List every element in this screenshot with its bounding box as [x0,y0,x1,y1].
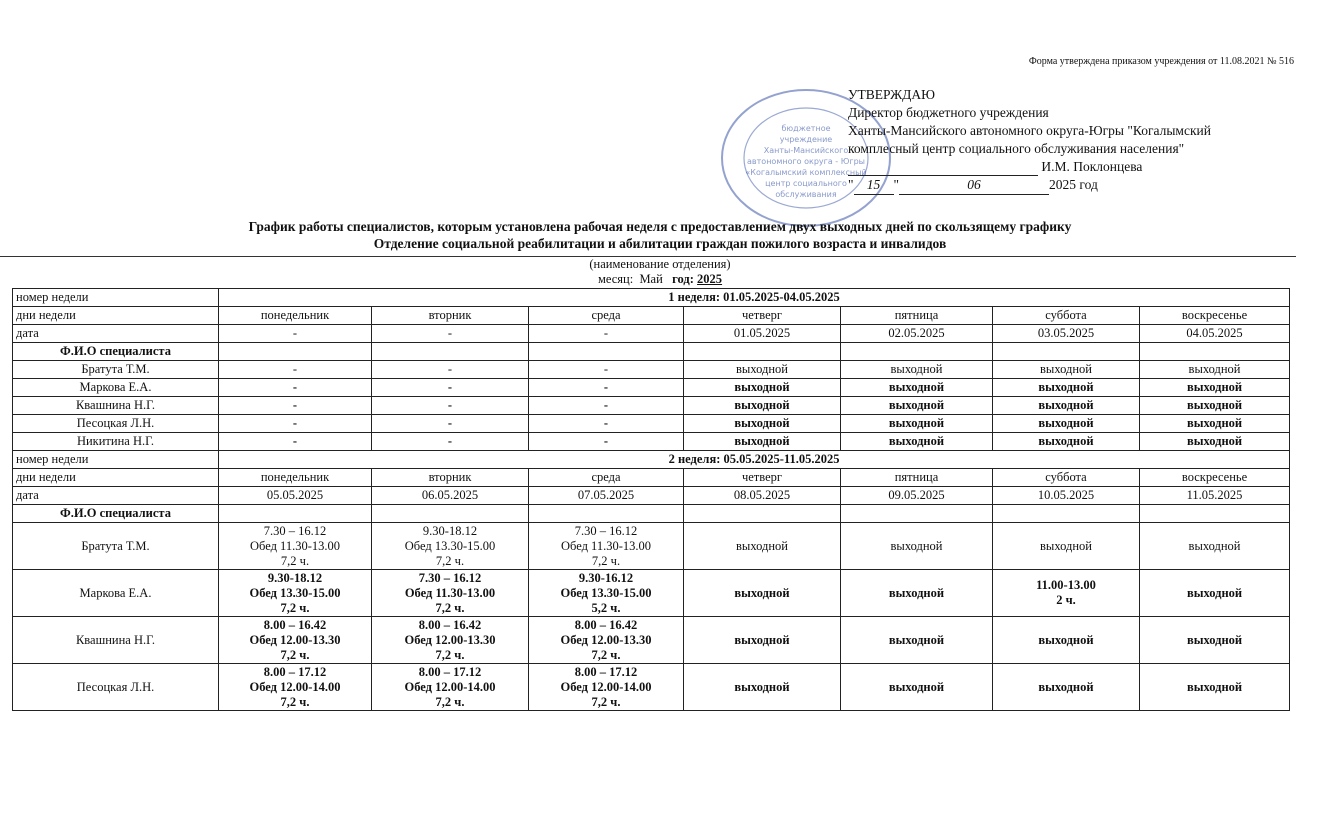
schedule-line: Обед 12.00-13.30 [560,632,652,647]
fio-label: Ф.И.О специалиста [13,505,219,523]
schedule-cell: выходной [684,379,841,397]
schedule-cell [219,664,372,711]
employee-row [13,415,1290,433]
schedule-cell: - [219,379,372,397]
date-cell: 05.05.2025 [219,487,372,505]
schedule-line: 8.00 – 17.12 [418,664,482,679]
schedule-line: 7,2 ч. [591,553,621,568]
schedule-cell [219,523,372,570]
employee-row [13,664,1290,711]
svg-text:центр социального: центр социального [765,179,847,188]
week-number-label: номер недели [13,451,219,469]
schedule-line: выходной [1186,585,1243,600]
schedule-cell [684,570,841,617]
schedule-line: выходной [1186,632,1243,647]
weekday-header: четверг [684,469,841,487]
dates-row [13,325,1290,343]
empty-cell [219,505,372,523]
employee-row [13,361,1290,379]
approval-line-1: Директор бюджетного учреждения [848,105,1049,120]
schedule-cell: выходной [993,433,1140,451]
schedule-cell: - [529,433,684,451]
signature-line [848,161,1038,176]
empty-cell [993,343,1140,361]
date-cell: 08.05.2025 [684,487,841,505]
schedule-line: 9.30-18.12 [267,570,323,585]
schedule-line: Обед 11.30-13.00 [404,585,496,600]
empty-cell [219,343,372,361]
schedule-table [12,288,1290,711]
empty-cell [1140,343,1290,361]
weekday-header: суббота [993,469,1140,487]
schedule-cell [841,664,993,711]
schedule-line: 7,2 ч. [435,647,465,662]
date-cell: 02.05.2025 [841,325,993,343]
empty-cell [372,505,529,523]
schedule-line: 7,2 ч. [435,600,465,615]
schedule-cell [993,617,1140,664]
schedule-cell [1140,523,1290,570]
schedule-cell: выходной [993,415,1140,433]
date-cell: 06.05.2025 [372,487,529,505]
schedule-line: выходной [1186,679,1243,694]
schedule-cell: - [529,397,684,415]
schedule-cell: выходной [684,415,841,433]
schedule-cell: выходной [841,361,993,379]
schedule-cell: - [529,361,684,379]
empty-cell [841,505,993,523]
schedule-cell: выходной [684,361,841,379]
weekday-header: воскресенье [1140,469,1290,487]
week-title: 2 неделя: 05.05.2025-11.05.2025 [219,451,1290,469]
week-number-row [13,451,1290,469]
empty-cell [529,505,684,523]
schedule-line: 7,2 ч. [591,694,621,709]
employee-name: Братута Т.М. [13,361,219,379]
schedule-cell: - [372,379,529,397]
empty-cell [529,343,684,361]
schedule-cell: выходной [841,415,993,433]
fio-label: Ф.И.О специалиста [13,343,219,361]
employee-row [13,433,1290,451]
schedule-line: выходной [1040,538,1092,553]
date-cell: 07.05.2025 [529,487,684,505]
schedule-cell: выходной [1140,433,1290,451]
weekday-header: четверг [684,307,841,325]
schedule-line: 9.30-16.12 [578,570,634,585]
schedule-cell: - [372,433,529,451]
weekday-header: пятница [841,307,993,325]
year-label: год: [672,272,694,286]
date-cell: 11.05.2025 [1140,487,1290,505]
month-year-line [0,272,1320,287]
empty-cell [993,505,1140,523]
schedule-cell [1140,570,1290,617]
schedule-cell: - [372,397,529,415]
date-row: " 15 " 06 2025 год [848,176,1268,195]
date-day: 15 [854,176,894,195]
schedule-cell: - [529,415,684,433]
schedule-cell [529,617,684,664]
approval-block [848,86,1268,195]
title-line-1: График работы специалистов, которым установлена рабочая неделя с предоставлением двух выходных дней по скользящему графику [248,219,1072,234]
schedule-cell: выходной [684,397,841,415]
schedule-line: Обед 12.00-14.00 [560,679,652,694]
employee-name: Маркова Е.А. [13,379,219,397]
schedule-line: выходной [736,538,788,553]
employee-row [13,397,1290,415]
schedule-line: Обед 12.00-13.30 [404,632,496,647]
schedule-cell: выходной [993,397,1140,415]
approval-line-3: комплесный центр социального обслуживания населения" [848,141,1185,156]
schedule-line: 7,2 ч. [591,647,621,662]
dates-row [13,487,1290,505]
schedule-line: выходной [888,679,945,694]
schedule-cell [372,617,529,664]
signer-name: И.М. Поклонцева [1041,159,1143,174]
schedule-line: Обед 11.30-13.00 [560,538,652,553]
schedule-line: Обед 12.00-13.30 [249,632,341,647]
schedule-cell: - [372,415,529,433]
schedule-cell [993,570,1140,617]
schedule-line: 7,2 ч. [280,600,310,615]
schedule-cell [993,664,1140,711]
schedule-cell [372,570,529,617]
employee-name: Квашнина Н.Г. [13,617,219,664]
week-number-row [13,289,1290,307]
weekday-header: понедельник [219,469,372,487]
schedule-cell [219,617,372,664]
schedule-cell: - [529,379,684,397]
form-approval-note: Форма утверждена приказом учреждения от 11.08.2021 № 516 [1028,56,1294,67]
schedule-line: выходной [734,632,790,647]
weekday-header: среда [529,469,684,487]
schedule-line: 8.00 – 17.12 [574,664,638,679]
empty-cell [1140,505,1290,523]
schedule-line: выходной [734,679,790,694]
svg-text:«Когалымский комплексный: «Когалымский комплексный [745,168,867,177]
date-label: дата [13,325,219,343]
date-month: 06 [899,176,1049,195]
week-title: 1 неделя: 01.05.2025-04.05.2025 [219,289,1290,307]
schedule-line: 7,2 ч. [280,694,310,709]
weekday-header: среда [529,307,684,325]
schedule-line: Обед 12.00-14.00 [404,679,496,694]
schedule-cell [372,664,529,711]
schedule-cell [993,523,1140,570]
employee-name: Квашнина Н.Г. [13,397,219,415]
schedule-line: 11.00-13.00 [1036,578,1096,592]
fio-header-row [13,505,1290,523]
date-year: 2025 год [1049,177,1098,192]
schedule-cell [1140,664,1290,711]
schedule-cell: - [219,361,372,379]
schedule-line: Обед 13.30-15.00 [560,585,652,600]
date-cell: 10.05.2025 [993,487,1140,505]
schedule-cell: - [219,433,372,451]
svg-text:автономного округа - Югры: автономного округа - Югры [747,157,865,166]
employee-name: Маркова Е.А. [13,570,219,617]
approval-heading: УТВЕРЖДАЮ [848,87,936,102]
schedule-cell [684,523,841,570]
schedule-cell: выходной [684,433,841,451]
schedule-cell: - [372,361,529,379]
schedule-line: 7,2 ч. [280,553,310,568]
schedule-cell: выходной [1140,415,1290,433]
employee-name: Никитина Н.Г. [13,433,219,451]
date-cell: 03.05.2025 [993,325,1140,343]
schedule-line: 8.00 – 17.12 [263,664,327,679]
employee-name: Песоцкая Л.Н. [13,415,219,433]
schedule-line: 8.00 – 16.42 [574,617,638,632]
schedule-cell [1140,617,1290,664]
schedule-line: выходной [734,585,790,600]
svg-text:Ханты-Мансийского: Ханты-Мансийского [763,146,849,155]
title-line-2: Отделение социальной реабилитации и абилитации граждан пожилого возраста и инвалидов [373,236,947,251]
document-title [0,218,1320,252]
month-label: месяц: [597,272,634,286]
schedule-cell: выходной [841,397,993,415]
month-value: Май [639,272,663,286]
schedule-line: выходной [890,538,943,553]
schedule-cell: выходной [841,433,993,451]
schedule-line: 7.30 – 16.12 [574,523,638,538]
schedule-cell [529,523,684,570]
employee-row [13,523,1290,570]
schedule-line: 7.30 – 16.12 [418,570,482,585]
schedule-line: выходной [1038,679,1094,694]
empty-cell [372,343,529,361]
svg-text:бюджетное: бюджетное [781,124,831,133]
week-number-label: номер недели [13,289,219,307]
schedule-cell [841,523,993,570]
schedule-cell: выходной [1140,397,1290,415]
svg-text:обслуживания: обслуживания [775,190,837,199]
weekday-header: понедельник [219,307,372,325]
schedule-line: выходной [888,585,945,600]
date-cell: - [529,325,684,343]
date-cell: - [372,325,529,343]
weekday-header: вторник [372,469,529,487]
schedule-line: 8.00 – 16.42 [418,617,482,632]
weekdays-row [13,469,1290,487]
date-label: дата [13,487,219,505]
schedule-cell: - [219,415,372,433]
schedule-cell: выходной [841,379,993,397]
schedule-line: Обед 13.30-15.00 [404,538,496,553]
weekdays-row [13,307,1290,325]
employee-row [13,379,1290,397]
empty-cell [684,505,841,523]
schedule-cell [841,570,993,617]
schedule-line: 7,2 ч. [435,553,465,568]
signature-row [848,158,1268,176]
schedule-cell [529,570,684,617]
svg-text:учреждение: учреждение [779,135,833,144]
employee-row [13,570,1290,617]
weekday-header: вторник [372,307,529,325]
weekday-header: пятница [841,469,993,487]
department-caption: (наименование отделения) [589,257,731,271]
schedule-line: Обед 11.30-13.00 [249,538,341,553]
schedule-cell: выходной [993,361,1140,379]
schedule-line: 7,2 ч. [280,647,310,662]
schedule-cell [529,664,684,711]
weekday-header: суббота [993,307,1140,325]
schedule-cell [219,570,372,617]
schedule-line: выходной [1188,538,1241,553]
schedule-line: 7,2 ч. [435,694,465,709]
empty-cell [841,343,993,361]
schedule-line: 8.00 – 16.42 [263,617,327,632]
date-cell: 04.05.2025 [1140,325,1290,343]
schedule-line: 2 ч. [1056,593,1076,607]
date-cell: 09.05.2025 [841,487,993,505]
schedule-cell [841,617,993,664]
schedule-line: 5,2 ч. [591,600,621,615]
schedule-line: 7.30 – 16.12 [263,523,327,538]
approval-line-2: Ханты-Мансийского автономного округа-Югры "Когалымский [848,123,1211,138]
employee-name: Братута Т.М. [13,523,219,570]
schedule-line: 9.30-18.12 [422,523,478,538]
schedule-cell: - [219,397,372,415]
empty-cell [684,343,841,361]
date-cell: - [219,325,372,343]
weekdays-label: дни недели [13,307,219,325]
schedule-line: Обед 12.00-14.00 [249,679,341,694]
year-value: 2025 [697,272,723,286]
schedule-cell: выходной [1140,361,1290,379]
fio-header-row [13,343,1290,361]
schedule-cell: выходной [993,379,1140,397]
schedule-cell [684,664,841,711]
date-cell: 01.05.2025 [684,325,841,343]
employee-row [13,617,1290,664]
schedule-cell [372,523,529,570]
weekday-header: воскресенье [1140,307,1290,325]
schedule-line: Обед 13.30-15.00 [249,585,341,600]
schedule-cell: выходной [1140,379,1290,397]
schedule-line: выходной [888,632,945,647]
schedule-cell [684,617,841,664]
weekdays-label: дни недели [13,469,219,487]
schedule-line: выходной [1038,632,1094,647]
employee-name: Песоцкая Л.Н. [13,664,219,711]
